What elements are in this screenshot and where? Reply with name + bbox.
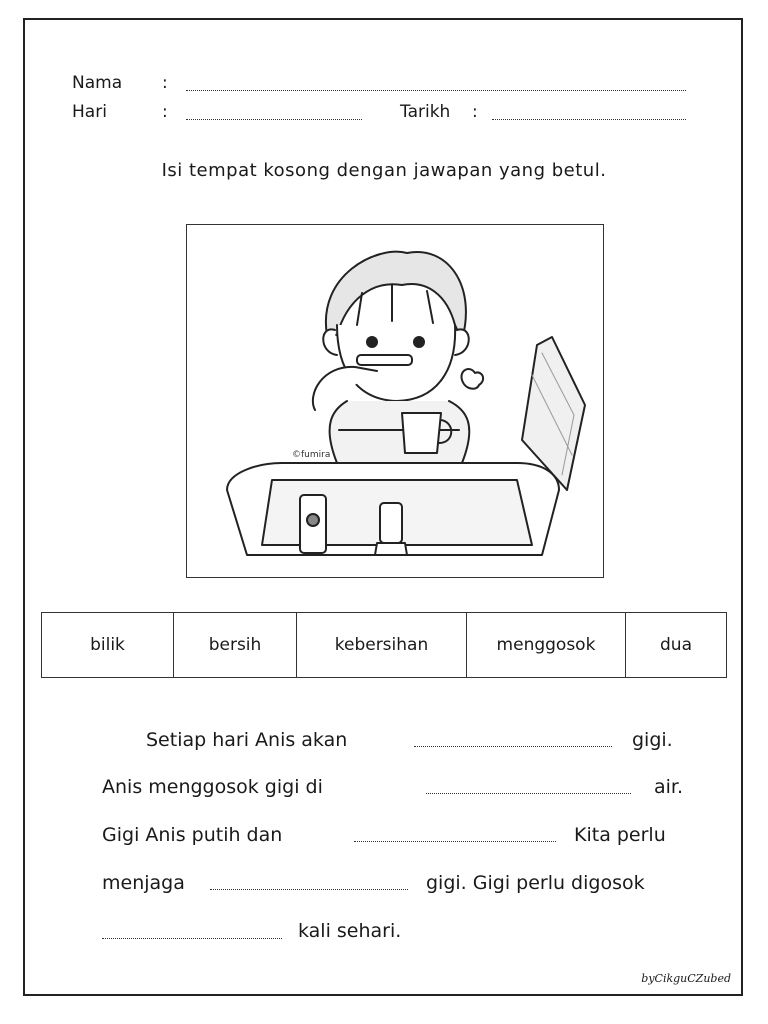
answer-blank-1[interactable]: [414, 746, 612, 747]
word-bank: [41, 612, 727, 678]
word-bank-cell: kebersihan: [297, 613, 467, 677]
word-bank-cell: bilik: [42, 613, 174, 677]
passage-line4-start: menjaga: [102, 872, 185, 894]
tarikh-colon: :: [472, 102, 478, 122]
passage-line3-start: Gigi Anis putih dan: [102, 824, 283, 846]
nama-label: Nama: [72, 73, 123, 93]
hari-blank[interactable]: [186, 119, 362, 120]
author-credit: byCikguCZubed: [641, 972, 731, 985]
answer-blank-5[interactable]: [102, 938, 282, 939]
illustration-watermark: ©fumira: [292, 450, 331, 460]
passage-line3-end: Kita perlu: [574, 824, 666, 846]
answer-blank-4[interactable]: [210, 889, 408, 890]
hari-colon: :: [162, 102, 168, 122]
nama-colon: :: [162, 73, 168, 93]
word-bank-cell: bersih: [174, 613, 297, 677]
passage-line1-end: gigi.: [632, 729, 673, 751]
answer-blank-2[interactable]: [426, 793, 631, 794]
tooth-brushing-illustration: [186, 224, 604, 578]
passage-line4-end: gigi. Gigi perlu digosok: [426, 872, 645, 894]
illustration-drawing: [187, 225, 602, 576]
passage-line2-end: air.: [654, 776, 684, 798]
word-bank-cell: menggosok: [467, 613, 626, 677]
instruction-text: Isi tempat kosong dengan jawapan yang betul.: [161, 160, 607, 181]
passage-line2-start: Anis menggosok gigi di: [102, 776, 323, 798]
answer-blank-3[interactable]: [354, 841, 556, 842]
passage-line5-end: kali sehari.: [298, 920, 402, 942]
word-bank-cell: dua: [660, 635, 692, 655]
tarikh-label: Tarikh: [400, 102, 451, 122]
hari-label: Hari: [72, 102, 107, 122]
passage-line1-start: Setiap hari Anis akan: [146, 729, 348, 751]
nama-blank[interactable]: [186, 90, 686, 91]
tarikh-blank[interactable]: [492, 119, 686, 120]
